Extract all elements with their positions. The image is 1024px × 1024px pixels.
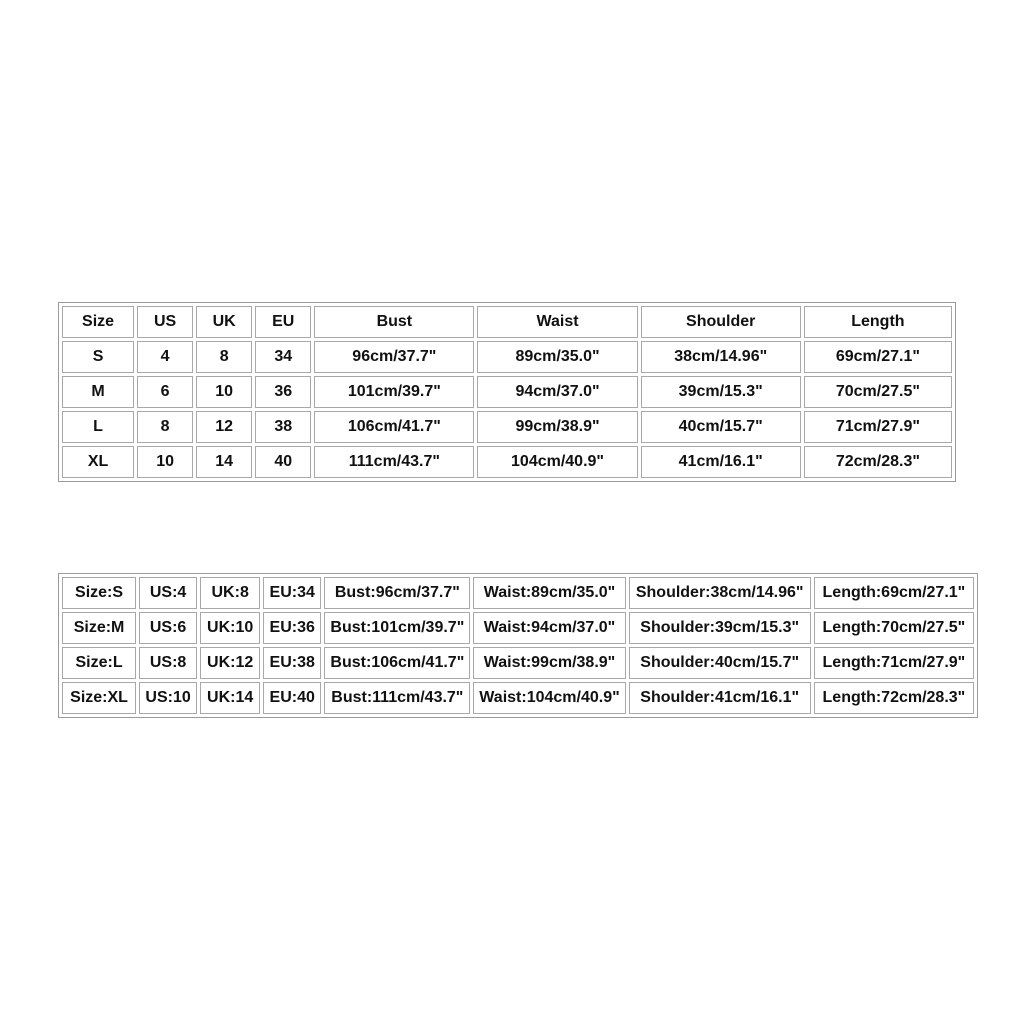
table-cell: 36 — [255, 376, 311, 408]
table-cell: 69cm/27.1" — [804, 341, 952, 373]
table-row — [62, 411, 952, 443]
table-cell: 10 — [196, 376, 252, 408]
table-cell: 39cm/15.3" — [641, 376, 801, 408]
header-cell: Bust — [314, 306, 474, 338]
table-cell: Size:S — [62, 577, 136, 609]
table-cell: 104cm/40.9" — [477, 446, 637, 478]
table-cell: 41cm/16.1" — [641, 446, 801, 478]
table-cell: US:4 — [139, 577, 197, 609]
table-row — [62, 376, 952, 408]
table-cell: EU:40 — [263, 682, 321, 714]
table-cell: 72cm/28.3" — [804, 446, 952, 478]
table-cell: 38cm/14.96" — [641, 341, 801, 373]
table-cell: 40 — [255, 446, 311, 478]
table-cell: Size:XL — [62, 682, 136, 714]
table-cell: US:10 — [139, 682, 197, 714]
table-row — [62, 577, 974, 609]
table-cell: Shoulder:40cm/15.7" — [629, 647, 811, 679]
table-cell: 38 — [255, 411, 311, 443]
table-row — [62, 341, 952, 373]
table-cell: 34 — [255, 341, 311, 373]
table-cell: 6 — [137, 376, 193, 408]
table-cell: 12 — [196, 411, 252, 443]
table-cell: Shoulder:38cm/14.96" — [629, 577, 811, 609]
table-cell: 70cm/27.5" — [804, 376, 952, 408]
table-cell: Shoulder:39cm/15.3" — [629, 612, 811, 644]
header-cell: Size — [62, 306, 134, 338]
table-cell: L — [62, 411, 134, 443]
size-chart-labeled-table — [58, 573, 978, 718]
table-cell: Shoulder:41cm/16.1" — [629, 682, 811, 714]
table-cell: 99cm/38.9" — [477, 411, 637, 443]
table-cell: US:8 — [139, 647, 197, 679]
table-cell: Size:L — [62, 647, 136, 679]
header-cell: Waist — [477, 306, 637, 338]
table-cell: XL — [62, 446, 134, 478]
header-cell: EU — [255, 306, 311, 338]
table-cell: 10 — [137, 446, 193, 478]
table-cell: 111cm/43.7" — [314, 446, 474, 478]
table-cell: Length:69cm/27.1" — [814, 577, 974, 609]
table-cell: Length:72cm/28.3" — [814, 682, 974, 714]
table-cell: 89cm/35.0" — [477, 341, 637, 373]
table-cell: 101cm/39.7" — [314, 376, 474, 408]
table-cell: S — [62, 341, 134, 373]
table-cell: 14 — [196, 446, 252, 478]
table-cell: EU:34 — [263, 577, 321, 609]
table-row — [62, 682, 974, 714]
table-cell: US:6 — [139, 612, 197, 644]
table-cell: Waist:89cm/35.0" — [473, 577, 625, 609]
table-cell: EU:36 — [263, 612, 321, 644]
table-row — [62, 446, 952, 478]
table-cell: 106cm/41.7" — [314, 411, 474, 443]
table-cell: UK:8 — [200, 577, 260, 609]
table-cell: 40cm/15.7" — [641, 411, 801, 443]
table-cell: Bust:101cm/39.7" — [324, 612, 470, 644]
table-row — [62, 612, 974, 644]
table-cell: 96cm/37.7" — [314, 341, 474, 373]
table-row — [62, 647, 974, 679]
header-cell: Shoulder — [641, 306, 801, 338]
table-cell: Waist:94cm/37.0" — [473, 612, 625, 644]
header-cell: US — [137, 306, 193, 338]
header-cell: Length — [804, 306, 952, 338]
table-cell: 71cm/27.9" — [804, 411, 952, 443]
size-chart-table — [58, 302, 956, 482]
table-cell: Length:71cm/27.9" — [814, 647, 974, 679]
table-cell: M — [62, 376, 134, 408]
table-cell: Waist:99cm/38.9" — [473, 647, 625, 679]
table-cell: 94cm/37.0" — [477, 376, 637, 408]
table-cell: Bust:96cm/37.7" — [324, 577, 470, 609]
table-cell: 8 — [196, 341, 252, 373]
table-cell: Bust:111cm/43.7" — [324, 682, 470, 714]
header-cell: UK — [196, 306, 252, 338]
table-cell: 4 — [137, 341, 193, 373]
table-cell: Bust:106cm/41.7" — [324, 647, 470, 679]
table-cell: Size:M — [62, 612, 136, 644]
table-cell: EU:38 — [263, 647, 321, 679]
table-cell: 8 — [137, 411, 193, 443]
table-header-row — [62, 306, 952, 338]
table-cell: Waist:104cm/40.9" — [473, 682, 625, 714]
table-cell: UK:10 — [200, 612, 260, 644]
table-cell: UK:14 — [200, 682, 260, 714]
table-cell: UK:12 — [200, 647, 260, 679]
table-cell: Length:70cm/27.5" — [814, 612, 974, 644]
